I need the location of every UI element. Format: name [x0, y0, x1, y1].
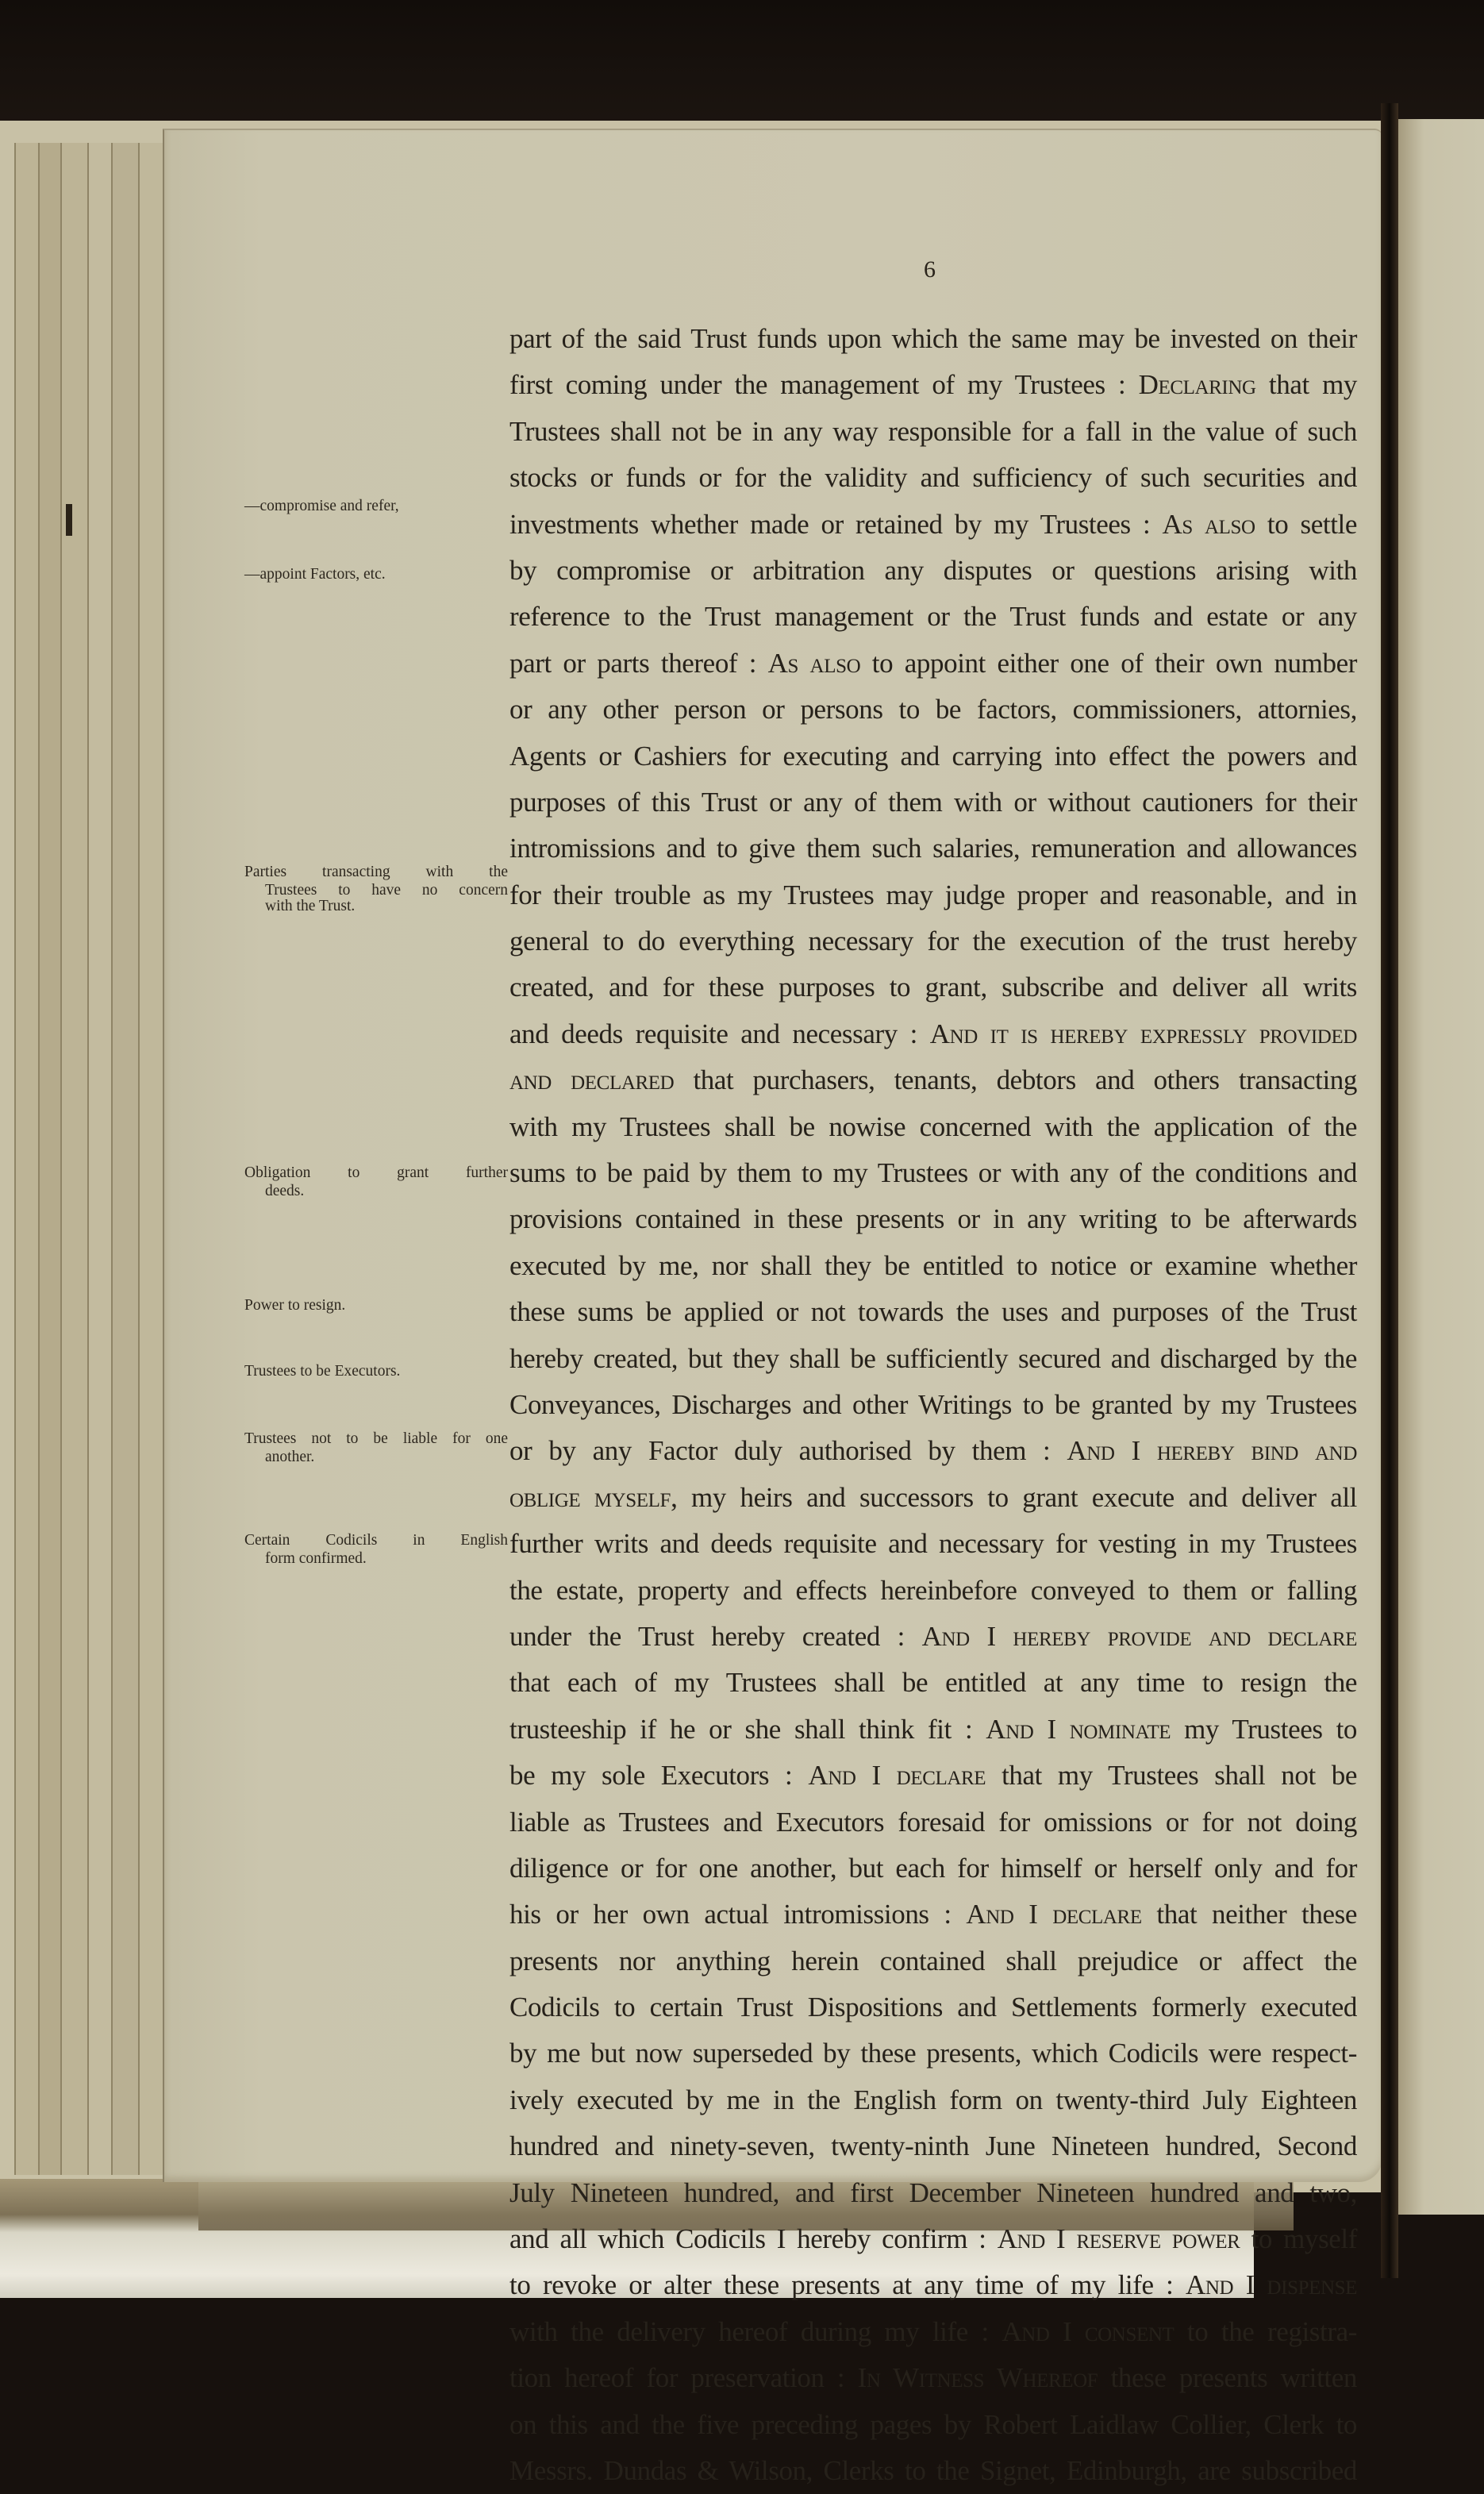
- text-run: executed by me, nor shall they be entitled to notice or examine whether: [509, 1249, 1357, 1281]
- body-line: [509, 2262, 1357, 2308]
- text-run: Agents or Cashiers for executing and carrying into effect the powers and: [509, 740, 1357, 772]
- small-caps-phrase: oblige myself: [509, 1481, 671, 1513]
- text-run: that purchasers, tenants, debtors and others transacting: [674, 1064, 1357, 1096]
- body-line: [509, 826, 1357, 872]
- body-line: [509, 1892, 1357, 1938]
- body-line: [509, 1336, 1357, 1382]
- text-run: Trustees shall not be in any way responsible for a fall in the value of such: [509, 415, 1357, 447]
- small-caps-phrase: And I nominate: [986, 1713, 1171, 1745]
- body-line: [509, 1845, 1357, 1892]
- body-line: [509, 1243, 1357, 1289]
- text-run: hereby created, but they shall be sufficiently secured and discharged by the: [509, 1342, 1357, 1374]
- body-line: [509, 1660, 1357, 1706]
- text-run: these sums be applied or not towards the uses and purposes of the Trust: [509, 1296, 1357, 1328]
- page-number: 6: [924, 256, 936, 283]
- text-run: be my sole Executors :: [509, 1760, 809, 1792]
- body-line: [509, 872, 1357, 918]
- page-edge: [38, 143, 62, 2175]
- small-caps-phrase: And I declare: [808, 1760, 986, 1792]
- body-line: [509, 2355, 1357, 2401]
- margin-note-trustees-executors: [244, 1362, 508, 1380]
- text-run: ively executed by me in the English form on twenty-third July Eighteen: [509, 2084, 1357, 2115]
- small-caps-phrase: Declaring: [1138, 369, 1256, 401]
- text-run: on this and the five preceding pages by Robert Laidlaw Collier, Clerk to: [509, 2408, 1357, 2440]
- body-line: [509, 1568, 1357, 1614]
- margin-note-text: Obligation to grant further: [244, 1164, 508, 1181]
- body-line: [509, 362, 1357, 408]
- text-run: or by any Factor duly authorised by them :: [509, 1435, 1067, 1467]
- text-run: to myself: [1240, 2223, 1358, 2255]
- body-line: [509, 1707, 1357, 1753]
- body-line: [509, 1196, 1357, 1242]
- body-line: [509, 964, 1357, 1010]
- margin-note-text: with the Trust.: [265, 898, 356, 914]
- body-line: [509, 1289, 1357, 1335]
- body-line: [509, 1104, 1357, 1150]
- small-caps-phrase: And I hereby provide and declare: [921, 1620, 1358, 1652]
- text-run: and deeds requisite and necessary :: [509, 1018, 930, 1049]
- body-line: [509, 1753, 1357, 1799]
- margin-note-obligation: [244, 1164, 508, 1200]
- body-text: [509, 316, 1357, 2494]
- body-line: [509, 1150, 1357, 1196]
- text-run: by compromise or arbitration any disputes or questions arising with: [509, 554, 1357, 586]
- body-line: [509, 641, 1357, 687]
- margin-note-text: another.: [265, 1449, 315, 1465]
- text-run: intromissions and to give them such salaries, remuneration and allowances: [509, 833, 1357, 864]
- margin-note-power-to-resign: [244, 1296, 508, 1314]
- binding-mark: [66, 504, 72, 536]
- text-run: or any other person or persons to be factors, commissioners, attornies,: [509, 694, 1357, 725]
- small-caps-phrase: And I consent: [1002, 2315, 1175, 2347]
- margin-note-text: —compromise and refer,: [244, 498, 399, 514]
- margin-note-text: deeds.: [265, 1183, 305, 1199]
- text-run: purposes of this Trust or any of them with or without cautioners for their: [509, 786, 1357, 818]
- text-run: part of the said Trust funds upon which the same may be invested on their: [509, 323, 1357, 354]
- text-run: provisions contained in these presents or in any writing to be afterwards: [509, 1203, 1357, 1235]
- body-line: [509, 2123, 1357, 2169]
- small-caps-phrase: As also: [767, 647, 861, 679]
- text-run: that neither these: [1141, 1899, 1357, 1930]
- text-run: his or her own actual intromissions :: [509, 1899, 967, 1930]
- text-run: the estate, property and effects hereinbefore conveyed to them or falling: [509, 1574, 1357, 1606]
- page-edge: [60, 143, 89, 2175]
- body-line: [509, 409, 1357, 455]
- small-caps-phrase: And I hereby bind and: [1067, 1435, 1357, 1467]
- text-run: that my: [1255, 369, 1357, 401]
- small-caps-phrase: And I reserve power: [997, 2223, 1240, 2255]
- page-edge: [111, 143, 140, 2175]
- body-line: [509, 1938, 1357, 1984]
- text-run: my Trustees to: [1171, 1713, 1357, 1745]
- margin-note-text: form confirmed.: [265, 1550, 367, 1567]
- text-run: with my Trustees shall be nowise concerned with the application of the: [509, 1110, 1357, 1142]
- body-line: [509, 2077, 1357, 2123]
- text-run: presents nor anything herein contained shall prejudice or affect the: [509, 1945, 1357, 1976]
- small-caps-phrase: and declared: [509, 1064, 675, 1096]
- text-run: liable as Trustees and Executors foresaid for omissions or for not doing: [509, 1806, 1357, 1838]
- text-run: for their trouble as my Trustees may judge proper and reasonable, and in: [509, 879, 1357, 910]
- body-line: [509, 316, 1357, 362]
- margin-note-not-liable: [244, 1430, 508, 1466]
- body-line: [509, 779, 1357, 826]
- body-line: [509, 2030, 1357, 2076]
- text-run: general to do everything necessary for the execution of the trust hereby: [509, 926, 1357, 957]
- margin-note-text: Trustees to have no concern: [265, 882, 508, 899]
- margin-note-text: —appoint Factors, etc.: [244, 566, 386, 583]
- text-run: , my heirs and successors to grant execute and deliver all: [671, 1481, 1357, 1513]
- text-run: Messrs. Dundas & Wilson, Clerks to the Signet, Edinburgh, are subscribed: [509, 2454, 1357, 2486]
- margin-note-text: Trustees to be Executors.: [244, 1363, 401, 1380]
- small-caps-phrase: And I dispense: [1186, 2269, 1357, 2301]
- text-run: stocks or funds or for the validity and sufficiency of such securities and: [509, 462, 1357, 494]
- page-edge: [14, 143, 40, 2175]
- text-run: to appoint either one of their own number: [860, 647, 1357, 679]
- text-run: reference to the Trust management or the Trust funds and estate or any: [509, 601, 1357, 633]
- text-run: to settle: [1255, 508, 1357, 540]
- facing-page: [1398, 119, 1484, 2215]
- body-line: [509, 1614, 1357, 1660]
- body-line: [509, 1382, 1357, 1428]
- background-top: [0, 0, 1484, 127]
- page-edge: [138, 143, 165, 2175]
- text-run: hundred and ninety-seven, twenty-ninth June Nineteen hundred, Second: [509, 2130, 1357, 2162]
- text-run: and all which Codicils I hereby confirm :: [509, 2223, 998, 2255]
- text-run: by me but now superseded by these presents, which Codicils were respect-: [509, 2038, 1357, 2069]
- body-line: [509, 1428, 1357, 1474]
- text-run: with the delivery hereof during my life :: [509, 2315, 1002, 2347]
- body-line: [509, 548, 1357, 594]
- margin-note-text: Certain Codicils in English: [244, 1532, 508, 1549]
- body-line: [509, 1011, 1357, 1057]
- small-caps-phrase: In Witness Whereof: [857, 2362, 1098, 2394]
- small-caps-phrase: As also: [1162, 508, 1255, 540]
- body-line: [509, 502, 1357, 548]
- text-run: to the registra-: [1174, 2315, 1358, 2347]
- body-line: [509, 1984, 1357, 2030]
- body-line: [509, 2216, 1357, 2262]
- body-line: [509, 918, 1357, 964]
- text-run: July Nineteen hundred, and first December Nineteen hundred and two,: [509, 2176, 1357, 2208]
- text-run: that my Trustees shall not be: [986, 1760, 1357, 1792]
- margin-note-appoint-factors: [244, 565, 508, 583]
- body-line: [509, 1521, 1357, 1567]
- book-gutter: [1381, 103, 1398, 2278]
- text-run: further writs and deeds requisite and necessary for vesting in my Trustees: [509, 1528, 1357, 1560]
- margin-note-compromise: [244, 497, 508, 515]
- text-run: created, and for these purposes to grant, subscribe and deliver all writs: [509, 972, 1357, 1003]
- text-run: sums to be paid by them to my Trustees or with any of the conditions and: [509, 1157, 1357, 1189]
- margin-note-text: Trustees not to be liable for one: [244, 1430, 508, 1447]
- margin-note-codicils: [244, 1531, 508, 1568]
- text-run: first coming under the management of my Trustees :: [509, 369, 1139, 401]
- body-line: [509, 455, 1357, 501]
- text-run: tion hereof for preservation :: [509, 2362, 858, 2394]
- margin-note-text: Parties transacting with the: [244, 864, 508, 880]
- margin-note-parties-transacting: [244, 863, 508, 915]
- text-run: diligence or for one another, but each for himself or herself only and for: [509, 1852, 1357, 1884]
- body-line: [509, 1475, 1357, 1521]
- body-line: [509, 1799, 1357, 1845]
- text-run: investments whether made or retained by my Trustees :: [509, 508, 1163, 540]
- body-line: [509, 687, 1357, 733]
- body-line: [509, 733, 1357, 779]
- margin-note-text: Power to resign.: [244, 1297, 346, 1314]
- body-line: [509, 2170, 1357, 2216]
- text-run: Conveyances, Discharges and other Writings to be granted by my Trustees: [509, 1388, 1357, 1420]
- body-line: [509, 2448, 1357, 2494]
- body-line: [509, 2309, 1357, 2355]
- small-caps-phrase: And it is hereby expressly provided: [929, 1018, 1357, 1049]
- text-run: to revoke or alter these presents at any time of my life :: [509, 2269, 1186, 2301]
- body-line: [509, 2402, 1357, 2448]
- body-line: [509, 1057, 1357, 1103]
- text-run: part or parts thereof :: [509, 647, 768, 679]
- text-run: that each of my Trustees shall be entitled at any time to resign the: [509, 1667, 1357, 1699]
- text-run: Codicils to certain Trust Dispositions and Settlements formerly executed: [509, 1992, 1357, 2023]
- text-run: under the Trust hereby created :: [509, 1620, 922, 1652]
- page-edge: [87, 143, 113, 2175]
- body-line: [509, 594, 1357, 640]
- small-caps-phrase: And I declare: [966, 1899, 1142, 1930]
- text-run: these presents written: [1098, 2362, 1357, 2394]
- text-run: trusteeship if he or she shall think fit :: [509, 1713, 986, 1745]
